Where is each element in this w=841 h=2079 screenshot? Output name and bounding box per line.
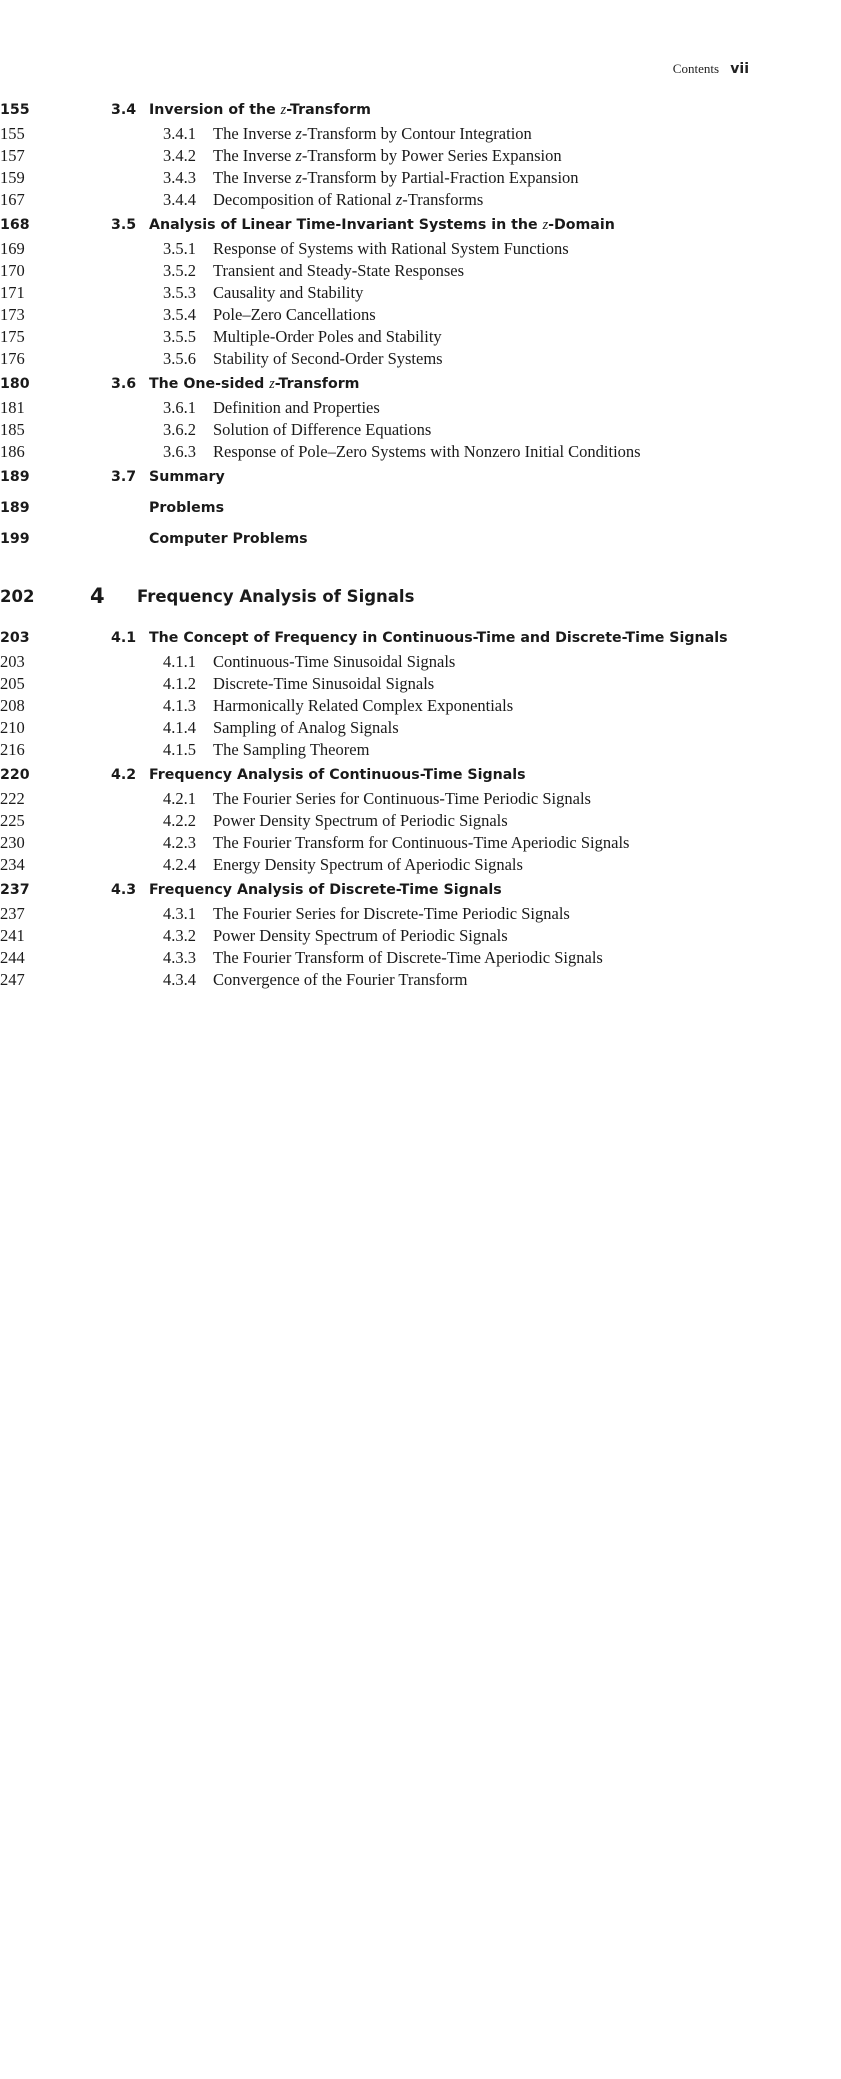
toc-subsection-4-2-2 xyxy=(0,810,841,832)
subsection-page: 237 xyxy=(0,904,25,923)
subsection-page: 185 xyxy=(0,420,25,439)
subsection-title: Stability of Second-Order Systems xyxy=(213,349,443,368)
subsection-title: The Inverse z-Transform by Partial-Fraction Expansion xyxy=(213,168,579,187)
subsection-number: 3.6.3 xyxy=(163,442,196,461)
subsection-page: 157 xyxy=(0,146,25,165)
section-number: 3.4 xyxy=(111,102,137,118)
subsection-page: 181 xyxy=(0,398,25,417)
toc-subsection-4-3-3 xyxy=(0,947,841,969)
subsection-number: 3.5.5 xyxy=(163,327,196,346)
subsection-page: 155 xyxy=(0,124,25,143)
subsection-title: Discrete-Time Sinusoidal Signals xyxy=(213,674,435,693)
subsection-page: 241 xyxy=(0,926,25,945)
subsection-page: 247 xyxy=(0,970,25,989)
subsection-number: 4.1.1 xyxy=(163,652,196,671)
toc-subsection-4-2-4 xyxy=(0,854,841,876)
subsection-title: Solution of Difference Equations xyxy=(213,420,432,439)
subsection-title: Convergence of the Fourier Transform xyxy=(213,970,468,989)
toc-subsection-4-2-1 xyxy=(0,788,841,810)
section-page: 168 xyxy=(0,217,30,233)
subsection-title: Response of Systems with Rational System Functions xyxy=(213,239,569,258)
toc-subsection-4-1-2 xyxy=(0,673,841,695)
subsection-title: Transient and Steady-State Responses xyxy=(213,261,464,280)
subsection-title: Multiple-Order Poles and Stability xyxy=(213,327,442,346)
subsection-number: 3.4.4 xyxy=(163,190,196,209)
subsection-title: Decomposition of Rational z-Transforms xyxy=(213,190,484,209)
toc-section-3-4 xyxy=(0,99,841,123)
section-page: 237 xyxy=(0,882,30,898)
subsection-number: 4.1.5 xyxy=(163,740,196,759)
subsection-page: 186 xyxy=(0,442,25,461)
running-head-label: Contents xyxy=(672,61,720,76)
toc-subsection-4-3-4 xyxy=(0,969,841,991)
toc-subsection-3-4-2 xyxy=(0,145,841,167)
subsection-title: The Fourier Transform of Discrete-Time Aperiodic Signals xyxy=(213,948,603,967)
subsection-number: 4.1.3 xyxy=(163,696,196,715)
toc-subsection-3-5-2 xyxy=(0,260,841,282)
subsection-number: 3.6.1 xyxy=(163,398,196,417)
section-page: 180 xyxy=(0,376,30,392)
subsection-number: 4.2.2 xyxy=(163,811,196,830)
subsection-page: 205 xyxy=(0,674,25,693)
toc-subsection-4-3-1 xyxy=(0,903,841,925)
toc-subsection-3-5-4 xyxy=(0,304,841,326)
chapter-page: 202 xyxy=(0,587,35,606)
section-title: The One-sided z-Transform xyxy=(149,376,360,392)
subsection-number: 3.6.2 xyxy=(163,420,196,439)
subsection-number: 4.2.3 xyxy=(163,833,196,852)
section-page: 155 xyxy=(0,102,30,118)
subsection-title: Response of Pole–Zero Systems with Nonzero Initial Conditions xyxy=(213,442,641,461)
toc-subsection-4-1-4 xyxy=(0,717,841,739)
toc-subsection-4-1-1 xyxy=(0,651,841,673)
section-title: Summary xyxy=(149,469,225,485)
toc-subsection-3-6-2 xyxy=(0,419,841,441)
section-title: Frequency Analysis of Continuous-Time Signals xyxy=(149,767,526,783)
toc-subsection-3-5-5 xyxy=(0,326,841,348)
toc-entry-computer-problems xyxy=(0,528,841,559)
toc-chapter-4 xyxy=(0,581,841,627)
subsection-page: 222 xyxy=(0,789,25,808)
subsection-number: 4.1.4 xyxy=(163,718,196,737)
section-title: Frequency Analysis of Discrete-Time Signals xyxy=(149,882,502,898)
subsection-number: 4.2.4 xyxy=(163,855,196,874)
subsection-title: Energy Density Spectrum of Aperiodic Signals xyxy=(213,855,523,874)
subsection-number: 3.4.1 xyxy=(163,124,196,143)
toc-subsection-3-5-3 xyxy=(0,282,841,304)
toc-subsection-3-4-4 xyxy=(0,189,841,211)
subsection-title: The Inverse z-Transform by Contour Integration xyxy=(213,124,532,143)
table-of-contents xyxy=(0,99,841,991)
subsection-title: Causality and Stability xyxy=(213,283,364,302)
entry-page: 189 xyxy=(0,500,30,516)
subsection-title: The Fourier Series for Continuous-Time Periodic Signals xyxy=(213,789,591,808)
section-number: 4.3 xyxy=(111,882,137,898)
subsection-page: 244 xyxy=(0,948,25,967)
subsection-number: 3.4.3 xyxy=(163,168,196,187)
subsection-page: 176 xyxy=(0,349,25,368)
subsection-title: Definition and Properties xyxy=(213,398,380,417)
page-number: vii xyxy=(730,61,749,77)
subsection-title: Continuous-Time Sinusoidal Signals xyxy=(213,652,456,671)
subsection-page: 173 xyxy=(0,305,25,324)
section-page: 203 xyxy=(0,630,30,646)
toc-section-4-2 xyxy=(0,764,841,788)
subsection-number: 3.4.2 xyxy=(163,146,196,165)
toc-subsection-3-5-1 xyxy=(0,238,841,260)
subsection-page: 230 xyxy=(0,833,25,852)
subsection-page: 216 xyxy=(0,740,25,759)
subsection-number: 4.3.2 xyxy=(163,926,196,945)
entry-page: 199 xyxy=(0,531,30,547)
section-number: 4.2 xyxy=(111,767,137,783)
subsection-title: Pole–Zero Cancellations xyxy=(213,305,376,324)
toc-subsection-4-2-3 xyxy=(0,832,841,854)
subsection-page: 234 xyxy=(0,855,25,874)
subsection-page: 203 xyxy=(0,652,25,671)
subsection-title: The Inverse z-Transform by Power Series Expansion xyxy=(213,146,562,165)
subsection-title: Harmonically Related Complex Exponentials xyxy=(213,696,514,715)
subsection-page: 170 xyxy=(0,261,25,280)
toc-subsection-3-4-3 xyxy=(0,167,841,189)
subsection-title: Power Density Spectrum of Periodic Signals xyxy=(213,811,508,830)
entry-title: Computer Problems xyxy=(149,531,308,547)
subsection-number: 3.5.1 xyxy=(163,239,196,258)
toc-subsection-3-4-1 xyxy=(0,123,841,145)
subsection-page: 208 xyxy=(0,696,25,715)
toc-section-3-6 xyxy=(0,373,841,397)
subsection-number: 4.1.2 xyxy=(163,674,196,693)
subsection-number: 3.5.4 xyxy=(163,305,196,324)
subsection-number: 4.2.1 xyxy=(163,789,196,808)
toc-subsection-3-5-6 xyxy=(0,348,841,370)
toc-subsection-4-1-3 xyxy=(0,695,841,717)
subsection-title: Sampling of Analog Signals xyxy=(213,718,399,737)
toc-subsection-4-1-5 xyxy=(0,739,841,761)
toc-entry-problems xyxy=(0,497,841,528)
running-head xyxy=(673,61,749,77)
subsection-title: The Sampling Theorem xyxy=(213,740,370,759)
subsection-page: 225 xyxy=(0,811,25,830)
section-title: Inversion of the z-Transform xyxy=(149,102,371,118)
section-number: 3.6 xyxy=(111,376,137,392)
subsection-page: 169 xyxy=(0,239,25,258)
subsection-page: 167 xyxy=(0,190,25,209)
subsection-title: Power Density Spectrum of Periodic Signals xyxy=(213,926,508,945)
section-title: Analysis of Linear Time-Invariant Systems in the z-Domain xyxy=(149,217,615,233)
section-number: 3.7 xyxy=(111,469,137,485)
chapter-title: Frequency Analysis of Signals xyxy=(137,587,415,606)
toc-subsection-3-6-3 xyxy=(0,441,841,463)
section-page: 189 xyxy=(0,469,30,485)
entry-title: Problems xyxy=(149,500,225,516)
subsection-title: The Fourier Transform for Continuous-Time Aperiodic Signals xyxy=(213,833,630,852)
subsection-page: 159 xyxy=(0,168,25,187)
subsection-number: 4.3.4 xyxy=(163,970,196,989)
subsection-number: 3.5.2 xyxy=(163,261,196,280)
subsection-number: 3.5.6 xyxy=(163,349,196,368)
subsection-title: The Fourier Series for Discrete-Time Periodic Signals xyxy=(213,904,570,923)
subsection-page: 175 xyxy=(0,327,25,346)
toc-section-4-3 xyxy=(0,879,841,903)
subsection-number: 4.3.3 xyxy=(163,948,196,967)
section-number: 4.1 xyxy=(111,630,137,646)
section-title: The Concept of Frequency in Continuous-Time and Discrete-Time Signals xyxy=(149,630,728,646)
chapter-number: 4 xyxy=(90,584,105,608)
toc-subsection-4-3-2 xyxy=(0,925,841,947)
toc-section-4-1 xyxy=(0,627,841,651)
section-number: 3.5 xyxy=(111,217,137,233)
section-page: 220 xyxy=(0,767,30,783)
toc-subsection-3-6-1 xyxy=(0,397,841,419)
subsection-page: 171 xyxy=(0,283,25,302)
subsection-number: 4.3.1 xyxy=(163,904,196,923)
toc-section-3-5 xyxy=(0,214,841,238)
subsection-page: 210 xyxy=(0,718,25,737)
subsection-number: 3.5.3 xyxy=(163,283,196,302)
toc-section-3-7 xyxy=(0,466,841,490)
